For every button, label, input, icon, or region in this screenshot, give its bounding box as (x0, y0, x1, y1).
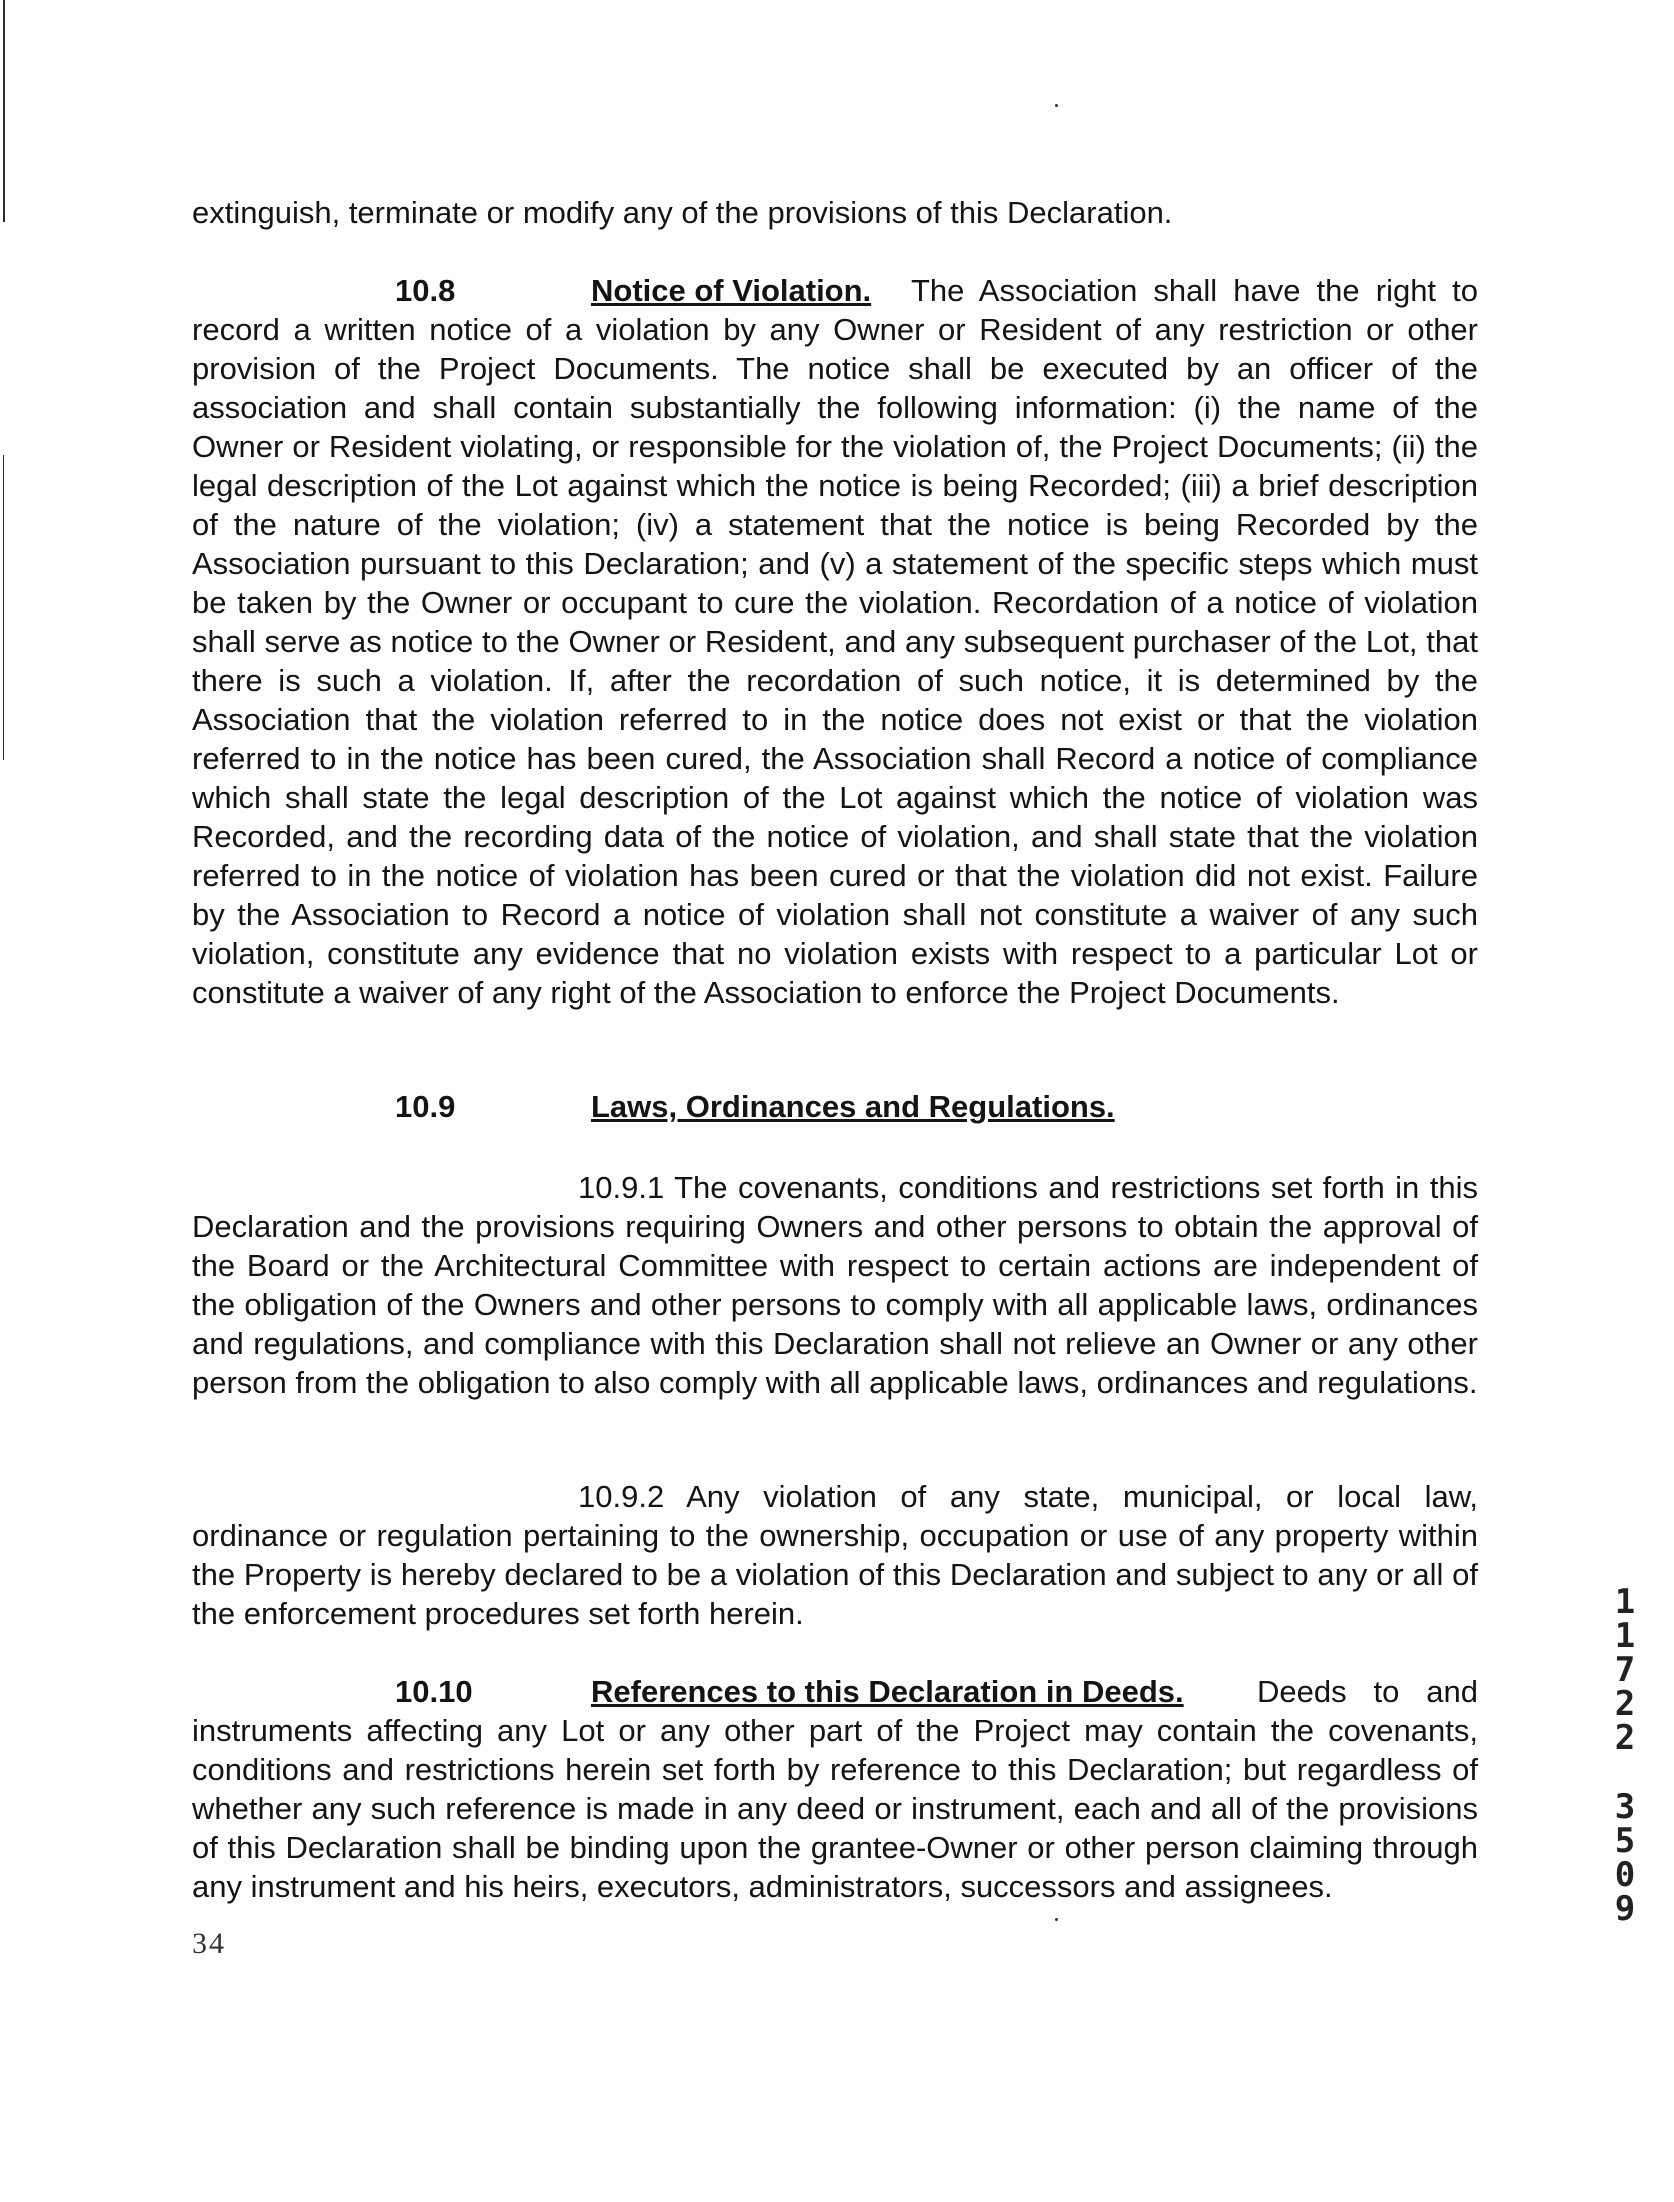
opening-line: extinguish, terminate or modify any of the provisions of this Declaration. (192, 195, 1173, 230)
section-10-10-text: Deeds to and instruments affecting any Lot or any other part of the Project may contain the covenants, conditions and restrictions herein set forth by reference to this Declaration; but regardless of whether any such reference is made in any deed or instrument, each and all of the provisions of this Declaration shall be binding upon the grantee-Owner or other person claiming through any instrument and his heirs, executors, administrators, successors and assignees. (192, 1674, 1478, 1904)
stamp-digit: 9 (1614, 1889, 1636, 1929)
scan-speck (1055, 1918, 1058, 1921)
section-10-8-body (192, 271, 1478, 1012)
stamp-digit: 1 (1614, 1616, 1636, 1656)
section-number-10-8: 10.8 (395, 273, 456, 308)
section-10-8-text: The Association shall have the right to record a written notice of a violation by any Owner or Resident of any restriction or other provision of the Project Documents. The notice shall be executed by an officer of the association and shall contain substantially the following information: (i) the name of the Owner or Resident violating, or responsible for the violation of, the Project Documents; (ii) the legal description of the Lot against which the notice is being Recorded; (iii) a brief description of the nature of the violation; (iv) a statement that the notice is being Recorded by the Association pursuant to this Declaration; and (v) a statement of the specific steps which must be taken by the Owner or occupant to cure the violation. Recordation of a notice of violation shall serve as notice to the Owner or Resident, and any subsequent purchaser of the Lot, that there is such a violation. If, after the recordation of such notice, it is determined by the Association that the violation referred to in the notice does not exist or that the violation referred to in the notice has been cured, the Association shall Record a notice of compliance which shall state the legal description of the Lot against which the notice of violation was Recorded, and the recording data of the notice of violation, and shall state that the violation referred to in the notice of violation has been cured or that the violation did not exist. Failure by the Association to Record a notice of violation shall not constitute a waiver of any such violation, constitute any evidence that no violation exists with respect to a particular Lot or constitute a waiver of any right of the Association to enforce the Project Documents. (192, 273, 1478, 1010)
stamp-digit: 1 (1614, 1582, 1636, 1622)
section-number-10-9: 10.9 (395, 1089, 456, 1124)
stamp-digit: 5 (1614, 1821, 1636, 1861)
section-10-10-body (192, 1672, 1478, 1906)
stamp-digit: 7 (1614, 1650, 1636, 1690)
side-recording-stamp-top (1605, 1582, 1645, 1758)
page-number: 34 (192, 1927, 226, 1960)
section-number-10-10: 10.10 (395, 1674, 473, 1709)
stamp-digit: 2 (1614, 1684, 1636, 1724)
scan-edge-mark-middle (3, 455, 4, 760)
stamp-digit: 2 (1614, 1718, 1636, 1758)
section-title-notice-of-violation: Notice of Violation. (591, 273, 872, 308)
side-recording-stamp-bottom (1605, 1787, 1645, 1929)
stamp-digit: 0 (1614, 1855, 1636, 1895)
section-title-references-in-deeds: References to this Declaration in Deeds. (591, 1674, 1184, 1709)
subsection-10-9-2: 10.9.2 Any violation of any state, municipal, or local law, ordinance or regulation pertaining to the ownership, occupation or use of any property within the Property is hereby declared to be a violation of this Declaration and subject to any or all of the enforcement procedures set forth herein. (192, 1479, 1478, 1631)
stamp-digit: 3 (1614, 1787, 1636, 1827)
scan-speck (1055, 104, 1058, 107)
scan-edge-mark-top (3, 0, 5, 222)
section-title-laws-ordinances: Laws, Ordinances and Regulations. (591, 1089, 1115, 1124)
subsection-10-9-1: 10.9.1 The covenants, conditions and restrictions set forth in this Declaration and the provisions requiring Owners and other persons to obtain the approval of the Board or the Architectural Committee with respect to certain actions are independent of the obligation of the Owners and other persons to comply with all applicable laws, ordinances and regulations, and compliance with this Declaration shall not relieve an Owner or any other person from the obligation to also comply with all applicable laws, ordinances and regulations. (192, 1170, 1478, 1400)
